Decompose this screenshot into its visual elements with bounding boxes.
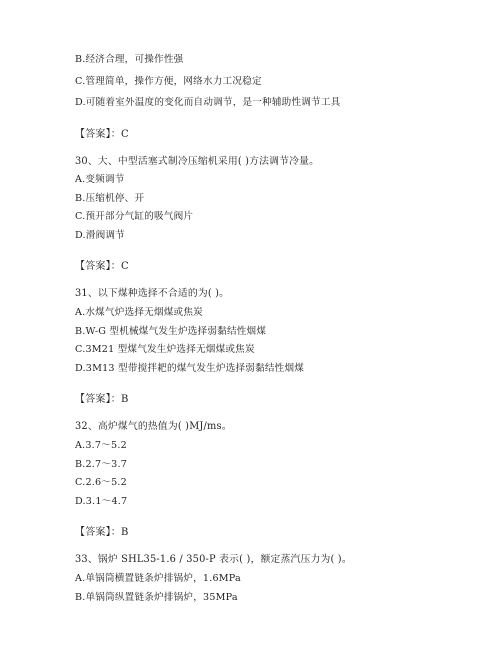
option-c: C.3M21 型煤气发生炉选择无烟煤或焦炭 xyxy=(75,344,255,355)
option-c: C.管理简单，操作方便，网络水力工况稳定 xyxy=(75,76,262,87)
answer-label: 【答案】：C xyxy=(75,261,129,272)
answer-label: 【答案】：B xyxy=(75,394,129,405)
question-stem: 30、大、中型活塞式制冷压缩机采用( )方法调节冷量。 xyxy=(75,156,320,167)
option-a: A.3.7～5.2 xyxy=(75,440,127,451)
option-a: A.水煤气炉选择无烟煤或焦炭 xyxy=(75,307,203,318)
answer-label: 【答案】：C xyxy=(75,129,129,140)
option-b: B.单锅筒纵置链条炉排锅炉，35MPa xyxy=(75,592,238,603)
option-b: B.压缩机停、开 xyxy=(75,193,145,204)
option-d: D.3M13 型带搅拌耙的煤气发生炉选择弱黏结性烟煤 xyxy=(75,363,305,374)
question-stem: 33、锅炉 SHL35-1.6 / 350-P 表示( )，额定蒸汽压力为( )。 xyxy=(75,554,352,565)
option-b: B.W-G 型机械煤气发生炉选择弱黏结性烟煤 xyxy=(75,326,267,337)
option-d: D.3.1～4.7 xyxy=(75,496,128,507)
question-stem: 32、高炉煤气的热值为( )MJ/ms。 xyxy=(75,421,232,432)
option-c: C.2.6～5.2 xyxy=(75,477,127,488)
option-a: A.单锅筒横置链条炉排锅炉，1.6MPa xyxy=(75,573,241,584)
option-d: D.滑阀调节 xyxy=(75,230,125,241)
option-d: D.可随着室外温度的变化而自动调节，是一种辅助性调节工具 xyxy=(75,97,341,108)
question-stem: 31、以下煤种选择不合适的为( )。 xyxy=(75,288,230,299)
option-c: C.预开部分气缸的吸气阀片 xyxy=(75,211,194,222)
answer-label: 【答案】：B xyxy=(75,527,129,538)
option-b: B.2.7～3.7 xyxy=(75,459,128,470)
option-a: A.变频调节 xyxy=(75,174,125,185)
option-b: B.经济合理，可操作性强 xyxy=(75,54,184,65)
